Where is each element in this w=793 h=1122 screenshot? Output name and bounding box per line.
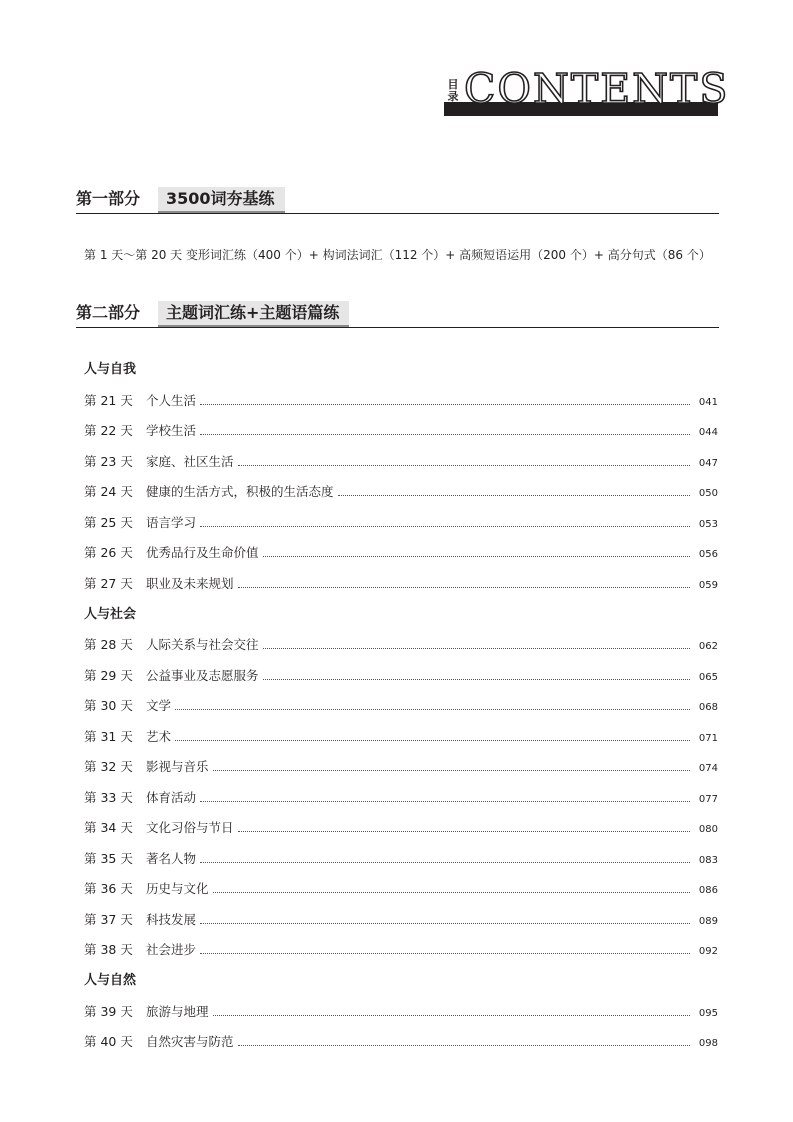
dot-leader — [263, 668, 690, 680]
toc-day: 第 28 天 — [84, 637, 133, 652]
toc-title: 健康的生活方式，积极的生活态度 — [146, 484, 334, 499]
part1-label: 第一部分 — [76, 189, 141, 208]
toc-entry[interactable] — [84, 483, 718, 501]
toc-title: 艺术 — [146, 729, 172, 744]
toc-day: 第 33 天 — [84, 790, 133, 805]
contents-logo — [444, 65, 730, 116]
dot-leader — [238, 1034, 690, 1046]
toc-page: 083 — [698, 855, 718, 866]
toc-title: 科技发展 — [146, 912, 197, 927]
group-heading: 人与自我 — [84, 362, 137, 377]
toc-title: 文化习俗与节日 — [146, 820, 234, 835]
logo-vertical-label: 目录 — [447, 78, 459, 103]
part1-title: 3500词夯基练 — [158, 187, 285, 213]
toc-day: 第 39 天 — [84, 1004, 133, 1019]
dot-leader — [200, 790, 690, 802]
toc-day: 第 27 天 — [84, 576, 133, 591]
toc-title: 著名人物 — [146, 851, 197, 866]
dot-leader — [263, 545, 690, 557]
toc-entry[interactable] — [84, 636, 718, 654]
part2-label: 第二部分 — [76, 303, 141, 322]
toc-page: 050 — [698, 488, 718, 499]
toc-entry[interactable] — [84, 575, 718, 593]
toc-page: 062 — [698, 641, 718, 652]
part1-summary: 第 1 天～第 20 天 变形词汇练（400 个）+ 构词法词汇（112 个）+ 高频短语运用（200 个）+ 高分句式（86 个） — [84, 248, 711, 262]
toc-page: 071 — [698, 733, 718, 744]
toc-day: 第 29 天 — [84, 668, 133, 683]
toc-page: 086 — [698, 885, 718, 896]
toc-day: 第 36 天 — [84, 881, 133, 896]
toc-title: 公益事业及志愿服务 — [146, 668, 259, 683]
toc-entry[interactable] — [84, 941, 718, 959]
toc-entry[interactable] — [84, 514, 718, 532]
toc-entry[interactable] — [84, 1033, 718, 1051]
toc-title: 学校生活 — [146, 423, 197, 438]
toc-page: 053 — [698, 519, 718, 530]
toc-entry[interactable] — [84, 422, 718, 440]
toc-entry[interactable] — [84, 880, 718, 898]
toc-title: 个人生活 — [146, 393, 197, 408]
toc-entry[interactable] — [84, 758, 718, 776]
dot-leader — [175, 698, 690, 710]
toc-page: 089 — [698, 916, 718, 927]
toc-page: 059 — [698, 580, 718, 591]
toc-day: 第 31 天 — [84, 729, 133, 744]
toc-day: 第 34 天 — [84, 820, 133, 835]
toc-page: 092 — [698, 946, 718, 957]
toc-day: 第 23 天 — [84, 454, 133, 469]
toc-page: 080 — [698, 824, 718, 835]
dot-leader — [213, 1004, 690, 1016]
logo-text: CONTENTS — [464, 65, 730, 113]
toc-title: 语言学习 — [146, 515, 197, 530]
dot-leader — [238, 820, 690, 832]
toc-title: 影视与音乐 — [146, 759, 209, 774]
toc-page: 074 — [698, 763, 718, 774]
dot-leader — [213, 759, 690, 771]
toc-title: 职业及未来规划 — [146, 576, 234, 591]
toc-entry[interactable] — [84, 819, 718, 837]
toc-entry[interactable] — [84, 850, 718, 868]
toc-day: 第 32 天 — [84, 759, 133, 774]
part2-header — [76, 301, 719, 328]
toc-page: 098 — [698, 1038, 718, 1049]
toc-title: 旅游与地理 — [146, 1004, 209, 1019]
dot-leader — [213, 881, 690, 893]
toc-page: 095 — [698, 1008, 718, 1019]
toc-title: 历史与文化 — [146, 881, 209, 896]
toc-entry[interactable] — [84, 392, 718, 410]
toc-entry[interactable] — [84, 697, 718, 715]
toc-day: 第 35 天 — [84, 851, 133, 866]
toc-day: 第 38 天 — [84, 942, 133, 957]
toc-title: 优秀品行及生命价值 — [146, 545, 259, 560]
dot-leader — [200, 912, 690, 924]
toc-entry[interactable] — [84, 728, 718, 746]
dot-leader — [175, 729, 690, 741]
toc-page: 044 — [698, 427, 718, 438]
toc-title: 家庭、社区生活 — [146, 454, 234, 469]
toc-entry[interactable] — [84, 789, 718, 807]
toc-day: 第 40 天 — [84, 1034, 133, 1049]
dot-leader — [200, 393, 690, 405]
toc-entry[interactable] — [84, 1003, 718, 1021]
dot-leader — [263, 637, 690, 649]
toc-day: 第 24 天 — [84, 484, 133, 499]
group-heading: 人与自然 — [84, 973, 137, 988]
toc-day: 第 37 天 — [84, 912, 133, 927]
part1-header — [76, 187, 719, 214]
part2-title: 主题词汇练+主题语篇练 — [158, 301, 349, 327]
toc-day: 第 22 天 — [84, 423, 133, 438]
toc-entry[interactable] — [84, 453, 718, 471]
toc-page: 065 — [698, 672, 718, 683]
toc-page: 056 — [698, 549, 718, 560]
dot-leader — [238, 454, 690, 466]
toc-page: 068 — [698, 702, 718, 713]
group-heading: 人与社会 — [84, 607, 137, 622]
toc-page: 047 — [698, 458, 718, 469]
toc-day: 第 26 天 — [84, 545, 133, 560]
dot-leader — [200, 851, 690, 863]
toc-page: 041 — [698, 397, 718, 408]
toc-page: 077 — [698, 794, 718, 805]
toc-title: 自然灾害与防范 — [146, 1034, 234, 1049]
toc-entry[interactable] — [84, 667, 718, 685]
toc-title: 人际关系与社会交往 — [146, 637, 259, 652]
toc-title: 体育活动 — [146, 790, 197, 805]
toc-day: 第 25 天 — [84, 515, 133, 530]
dot-leader — [338, 484, 690, 496]
toc-title: 社会进步 — [146, 942, 197, 957]
toc-title: 文学 — [146, 698, 172, 713]
dot-leader — [200, 515, 690, 527]
toc-entry[interactable] — [84, 544, 718, 562]
dot-leader — [200, 942, 690, 954]
toc-entry[interactable] — [84, 911, 718, 929]
dot-leader — [200, 423, 690, 435]
toc-day: 第 21 天 — [84, 393, 133, 408]
dot-leader — [238, 576, 690, 588]
toc-day: 第 30 天 — [84, 698, 133, 713]
